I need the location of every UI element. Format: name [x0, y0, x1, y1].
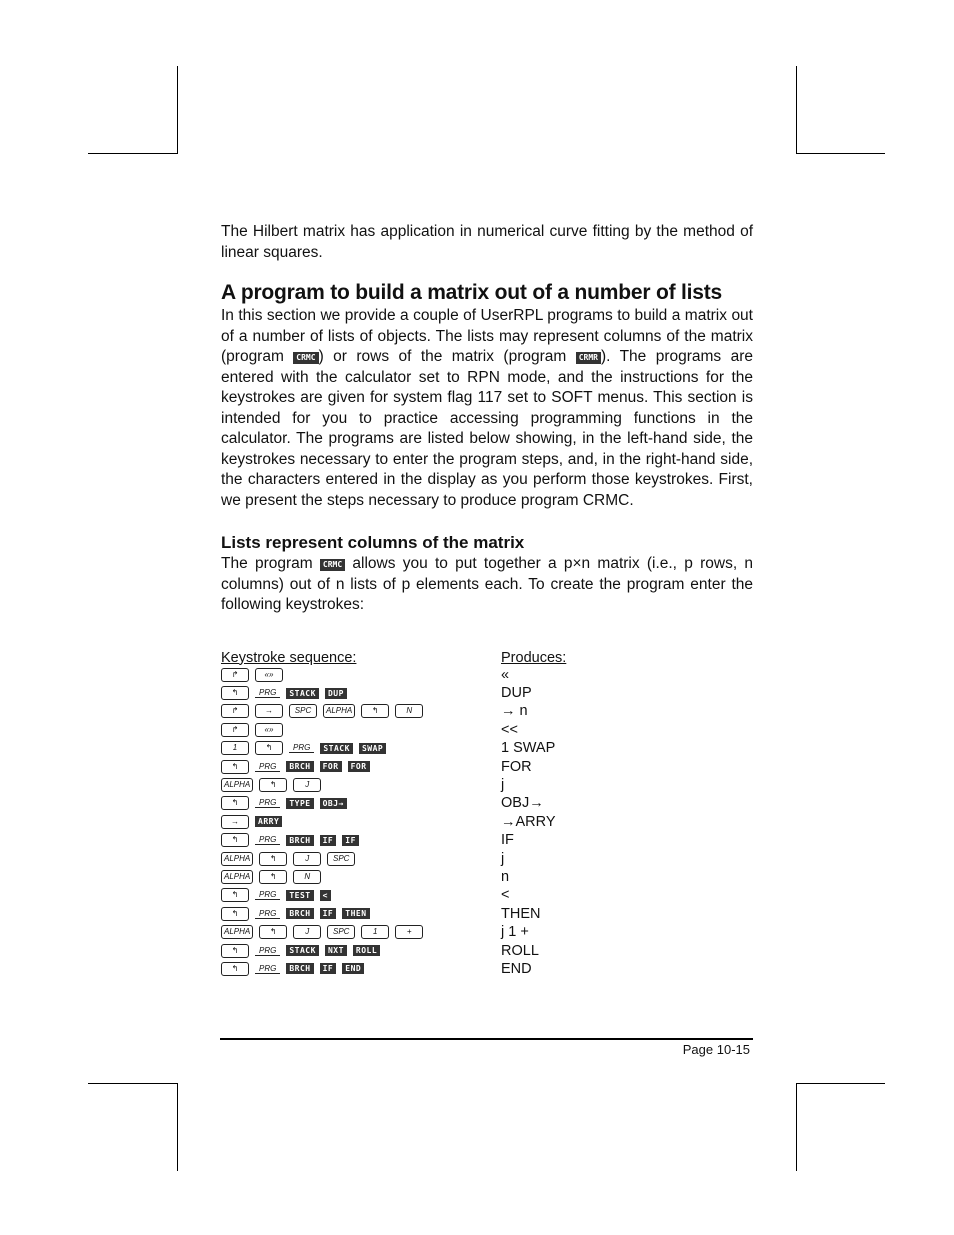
key-icon: ↰ [221, 760, 249, 774]
keystroke-cell [221, 796, 501, 810]
keystroke-header: Keystroke sequence: [221, 649, 357, 666]
softkey-icon: BRCH [286, 908, 313, 919]
key-icon: 1 [361, 925, 389, 939]
keystroke-cell [221, 870, 501, 884]
key-icon: ↰ [221, 962, 249, 976]
keystroke-cell [221, 944, 501, 958]
key-icon: SPC [327, 852, 355, 866]
softkey-icon: TYPE [286, 798, 313, 809]
keystroke-cell [221, 833, 501, 847]
keystroke-cell [221, 888, 501, 902]
softkey-icon: IF [320, 908, 337, 919]
keystroke-cell [221, 907, 501, 921]
keystroke-table [221, 646, 753, 979]
key-icon: PRG [255, 798, 280, 808]
table-row [221, 941, 753, 959]
key-icon: N [395, 704, 423, 718]
produces-cell: ROLL [501, 942, 539, 959]
key-icon: ↰ [259, 925, 287, 939]
key-icon: PRG [255, 964, 280, 974]
crop-mark [797, 153, 885, 154]
softkey-icon: THEN [342, 908, 369, 919]
produces-cell: FOR [501, 758, 532, 775]
page-number: Page 10-15 [682, 1042, 750, 1057]
keystroke-cell [221, 760, 501, 774]
key-icon: ↰ [221, 833, 249, 847]
crmr-softkey: CRMR [576, 352, 601, 364]
key-icon: PRG [289, 743, 314, 753]
key-icon: → [255, 704, 283, 718]
crop-mark [177, 1083, 178, 1171]
softkey-icon: BRCH [286, 963, 313, 974]
softkey-icon: < [320, 890, 331, 901]
key-icon: ↰ [221, 888, 249, 902]
table-row [221, 666, 753, 684]
crmc-softkey: CRMC [293, 352, 318, 364]
softkey-icon: OBJ→ [320, 798, 347, 809]
softkey-icon: STACK [320, 743, 353, 754]
softkey-icon: STACK [286, 945, 319, 956]
table-row [221, 849, 753, 867]
key-icon: ALPHA [221, 852, 253, 866]
key-icon: «» [255, 723, 283, 737]
key-icon: SPC [289, 704, 317, 718]
key-icon: ↰ [221, 796, 249, 810]
key-icon: ALPHA [221, 870, 253, 884]
keystroke-cell [221, 778, 501, 792]
keystroke-cell [221, 668, 501, 682]
key-icon: PRG [255, 946, 280, 956]
keystroke-cell [221, 741, 501, 755]
table-row [221, 794, 753, 812]
table-row [221, 831, 753, 849]
text-span: ) or rows of the matrix (program [318, 348, 576, 365]
key-icon: ALPHA [221, 925, 253, 939]
text-span: allows you to put together a p×n matrix (i.e., p rows, n columns) out of n lists of p elements each. To create the program enter the following keystrokes: [221, 555, 753, 613]
produces-cell: j [501, 777, 505, 794]
produces-cell: < [501, 887, 510, 904]
key-icon: PRG [255, 835, 280, 845]
produces-cell: OBJ→ [501, 795, 544, 812]
key-icon: ↰ [259, 852, 287, 866]
key-icon: ↱ [221, 723, 249, 737]
key-icon: PRG [255, 762, 280, 772]
produces-header: Produces: [501, 649, 567, 666]
text-span: The program [221, 555, 320, 572]
key-icon: + [395, 925, 423, 939]
keystroke-cell [221, 852, 501, 866]
key-icon: PRG [255, 909, 280, 919]
table-row [221, 923, 753, 941]
crop-mark [177, 66, 178, 154]
table-row [221, 702, 753, 720]
key-icon: SPC [327, 925, 355, 939]
softkey-icon: FOR [348, 761, 370, 772]
key-icon: ↰ [221, 907, 249, 921]
softkey-icon: BRCH [286, 835, 313, 846]
key-icon: ALPHA [221, 778, 253, 792]
section-title: A program to build a matrix out of a number of lists [221, 281, 723, 304]
key-icon: → [221, 815, 249, 829]
produces-cell: THEN [501, 905, 541, 922]
table-row [221, 886, 753, 904]
softkey-icon: END [342, 963, 364, 974]
table-row [221, 960, 753, 978]
text-span: ). The programs are entered with the calculator set to RPN mode, and the instructions for the keystrokes are given for system flag 117 set to SOFT menus. This section is intended for you to practice accessing programming functions in the calculator. The programs are listed below showing, in the left-hand side, the keystrokes necessary to enter the program steps, and, in the right-hand side, the characters entered in the display as you perform those keystrokes. First, we present the steps necessary to produce program CRMC. [221, 348, 754, 509]
keystroke-cell [221, 686, 501, 700]
key-icon: ↰ [259, 778, 287, 792]
page-content [221, 222, 753, 978]
text-span: In this section we provide a couple of UserRPL programs to build a matrix out of a number of lists of objects. The lists may represent columns of the matrix (program [221, 307, 753, 365]
key-icon: J [293, 778, 321, 792]
softkey-icon: ARRY [255, 816, 282, 827]
produces-cell: IF [501, 832, 514, 849]
produces-cell: n [501, 868, 510, 885]
table-row [221, 721, 753, 739]
subsection-title: Lists represent columns of the matrix [221, 533, 525, 552]
key-icon: «» [255, 668, 283, 682]
intro-paragraph: The Hilbert matrix has application in numerical curve fitting by the method of linear squares. [221, 223, 753, 261]
table-row [221, 757, 753, 775]
table-row [221, 739, 753, 757]
key-icon: ↰ [221, 686, 249, 700]
softkey-icon: IF [320, 963, 337, 974]
keystroke-cell [221, 815, 501, 829]
table-header [221, 646, 753, 666]
softkey-icon: FOR [320, 761, 342, 772]
crop-mark [796, 66, 797, 154]
softkey-icon: TEST [286, 890, 313, 901]
softkey-icon: SWAP [359, 743, 386, 754]
table-row [221, 905, 753, 923]
crop-mark [796, 1083, 797, 1171]
produces-cell: → n [501, 703, 528, 720]
key-icon: J [293, 852, 321, 866]
softkey-icon: STACK [286, 688, 319, 699]
softkey-icon: IF [342, 835, 359, 846]
crop-mark [88, 153, 177, 154]
crop-mark [88, 1083, 177, 1084]
key-icon: ALPHA [323, 704, 355, 718]
section-paragraph [221, 306, 753, 511]
subsection-paragraph [221, 554, 753, 616]
produces-cell: END [501, 960, 532, 977]
table-rows [221, 666, 753, 979]
key-icon: 1 [221, 741, 249, 755]
softkey-icon: BRCH [286, 761, 313, 772]
keystroke-cell [221, 962, 501, 976]
produces-cell: j [501, 850, 505, 867]
key-icon: ↱ [221, 704, 249, 718]
produces-cell: 1 SWAP [501, 740, 556, 757]
key-icon: ↰ [255, 741, 283, 755]
softkey-icon: NXT [325, 945, 347, 956]
produces-cell: →ARRY [501, 813, 556, 830]
keystroke-cell [221, 925, 501, 939]
key-icon: N [293, 870, 321, 884]
table-row [221, 776, 753, 794]
crmc-softkey: CRMC [320, 559, 345, 571]
table-row [221, 868, 753, 886]
key-icon: ↰ [361, 704, 389, 718]
produces-cell: << [501, 721, 518, 738]
softkey-icon: ROLL [353, 945, 380, 956]
key-icon: PRG [255, 688, 280, 698]
keystroke-cell [221, 723, 501, 737]
produces-cell: « [501, 666, 510, 683]
footer-rule [220, 1038, 753, 1040]
table-row [221, 684, 753, 702]
produces-cell: DUP [501, 685, 532, 702]
table-row [221, 813, 753, 831]
key-icon: J [293, 925, 321, 939]
key-icon: PRG [255, 890, 280, 900]
key-icon: ↰ [221, 944, 249, 958]
softkey-icon: DUP [325, 688, 347, 699]
key-icon: ↱ [221, 668, 249, 682]
produces-cell: j 1 + [501, 924, 529, 941]
softkey-icon: IF [320, 835, 337, 846]
key-icon: ↰ [259, 870, 287, 884]
crop-mark [797, 1083, 885, 1084]
keystroke-cell [221, 704, 501, 718]
